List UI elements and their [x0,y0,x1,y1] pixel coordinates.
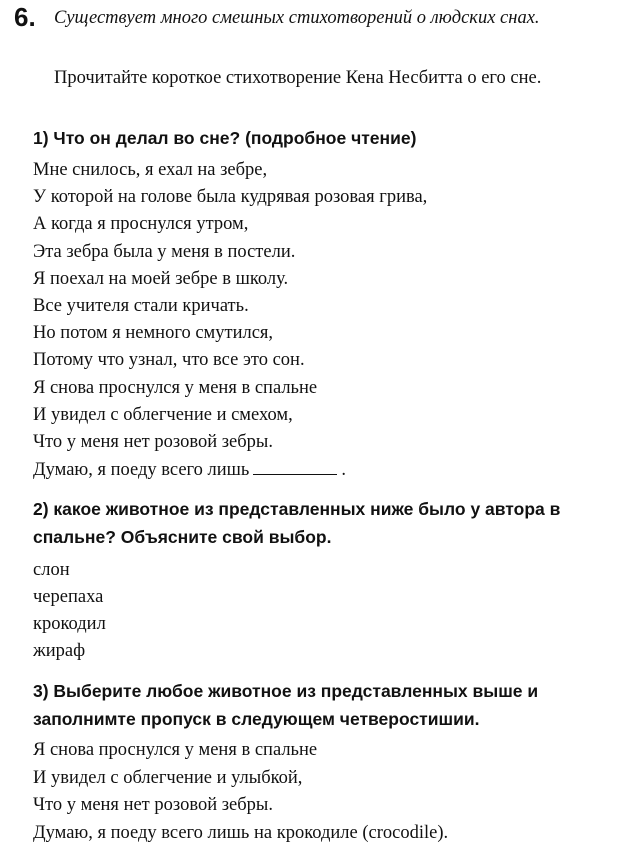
poem-1-line-7: Но потом я немного смутился, [33,323,274,344]
poem-1-line-5: Я поехал на моей зебре в школу. [33,268,289,289]
poem-1-line-12 [33,456,618,483]
poem-1-line-11: Что у меня нет розовой зебры. [33,431,273,452]
animal-option: жираф [33,641,86,661]
poem-1-line-3: А когда я проснулся утром, [33,214,249,235]
task-header [14,2,620,32]
question-3: 3) Выберите любое животное из представленных выше и заполнимте пропуск в следующем четверостишии. [33,681,539,729]
poem-1-line-1: Мне снилось, я ехал на зебре, [33,160,268,180]
task-instruction: Прочитайте короткое стихотворение Кена Несбитта о его сне. [54,68,542,88]
task-description: Существует много смешных стихотворений о людских снах. [54,8,540,28]
poem-2-line-2: И увидел с облегчение и улыбкой, [33,767,303,788]
poem-1-line-8: Потому что узнал, что все это сон. [33,350,305,371]
question-1: 1) Что он делал во сне? (подробное чтение) [33,128,417,148]
answer-blank [253,456,337,475]
animal-option: слон [33,560,70,580]
poem-2-line-3: Что у меня нет розовой зебры. [33,795,273,815]
poem-1-line-6: Все учителя стали кричать. [33,295,249,316]
animal-option: крокодил [33,614,106,634]
animal-options [33,557,618,665]
poem-1 [33,157,618,483]
poem-1-line-4: Эта зебра была у меня в постели. [33,241,296,262]
poem-2 [33,737,618,847]
poem-2-line-1: Я снова проснулся у меня в спальне [33,740,318,760]
poem-1-line-2: У которой на голове была кудрявая розовая грива, [33,187,428,208]
poem-1-line-9: Я снова проснулся у меня в спальне [33,377,318,398]
task-number: 6. [14,2,36,32]
animal-option: черепаха [33,587,104,607]
poem-1-line-12-end: . [341,460,346,481]
question-2: 2) какое животное из представленных ниже было у автора в спальне? Объясните свой выбор. [33,499,561,547]
poem-1-line-10: И увидел с облегчение и смехом, [33,404,293,425]
poem-2-line-4: Думаю, я поеду всего лишь на крокодиле (crocodile). [33,822,449,843]
poem-1-line-12-start: Думаю, я поеду всего лишь [33,460,250,481]
